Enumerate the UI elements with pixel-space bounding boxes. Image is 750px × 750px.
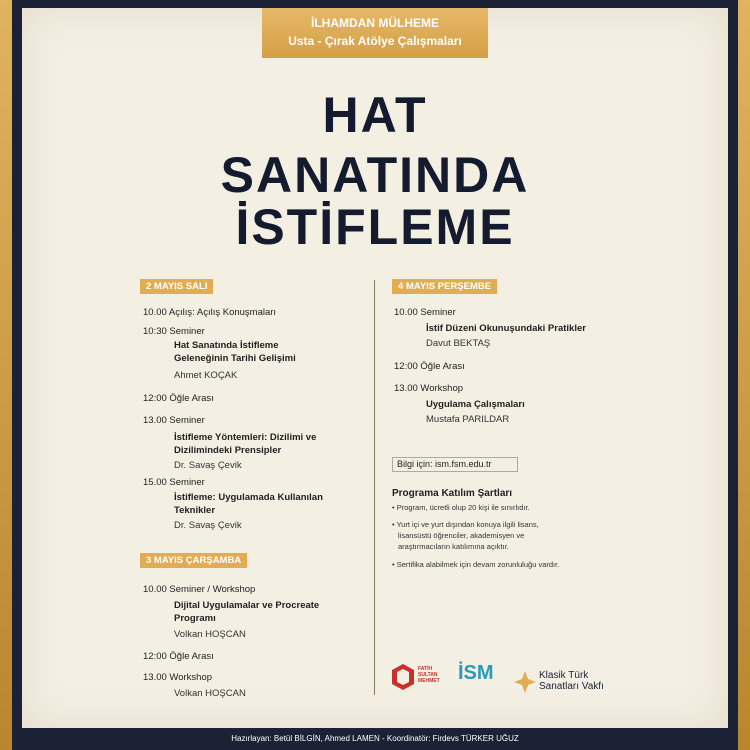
day1-opening: 10.00 Açılış: Açılış Konuşmaları xyxy=(143,307,277,318)
day3-session2-title: Uygulama Çalışmaları xyxy=(426,399,525,410)
day1-session3-title2: Dizilimindeki Prensipler xyxy=(174,445,282,456)
column-divider xyxy=(374,280,375,695)
banner-line1: İLHAMDAN MÜLHEME xyxy=(311,16,439,30)
fsm-emblem-icon xyxy=(390,662,416,692)
day2-session2-time: 13.00 Workshop xyxy=(143,672,213,683)
day3-lunch: 12:00 Öğle Arası xyxy=(394,361,465,372)
top-banner xyxy=(262,8,488,58)
day3-session1-time: 10.00 Seminer xyxy=(394,307,456,318)
conditions-title: Programa Katılım Şartları xyxy=(392,488,513,499)
condition-2c: araştırmacıların katılımına açıktır. xyxy=(398,542,509,551)
day2-badge: 3 MAYIS ÇARŞAMBA xyxy=(140,553,247,568)
condition-3: • Sertifika alabilmek için devam zorunluluğu vardır. xyxy=(392,560,560,569)
fsm-logo-text: FATİH SULTAN MEHMET xyxy=(418,666,440,684)
ism-logo: İSM xyxy=(458,662,494,684)
day1-session3-speaker: Dr. Savaş Çevik xyxy=(174,460,242,471)
day3-session2-speaker: Mustafa PARILDAR xyxy=(426,414,510,425)
day1-session4-speaker: Dr. Savaş Çevik xyxy=(174,520,242,531)
title-line3: İSTİFLEME xyxy=(235,199,515,255)
day1-session4-title1: İstifleme: Uygulamada Kullanılan xyxy=(174,492,323,503)
day3-session1-speaker: Davut BEKTAŞ xyxy=(426,338,491,349)
day1-session4-title2: Teknikler xyxy=(174,505,216,516)
day1-session2-time: 10:30 Seminer xyxy=(143,326,205,337)
day3-session2-time: 13.00 Workshop xyxy=(394,383,464,394)
day2-session1-title1: Dijital Uygulamalar ve Procreate xyxy=(174,600,320,611)
vakif-logo xyxy=(513,670,613,700)
day1-session2-title1: Hat Sanatında İstifleme xyxy=(174,340,279,351)
title-line1: HAT xyxy=(322,87,428,143)
condition-2b: lisansüstü öğrenciler, akademisyen ve xyxy=(398,531,525,540)
day1-lunch: 12:00 Öğle Arası xyxy=(143,393,214,404)
day3-badge: 4 MAYIS PERŞEMBE xyxy=(392,279,497,294)
day1-session3-title1: İstifleme Yöntemleri: Dizilimi ve xyxy=(174,432,317,443)
day1-session3-time: 13.00 Seminer xyxy=(143,415,205,426)
title-line2: SANATINDA xyxy=(220,147,530,203)
day1-session2-title2: Geleneğinin Tarihi Gelişimi xyxy=(174,353,296,364)
fsm-logo xyxy=(390,662,440,702)
day2-session1-speaker: Volkan HOŞCAN xyxy=(174,629,246,640)
banner-line2: Usta - Çırak Atölye Çalışmaları xyxy=(288,34,462,48)
condition-1: • Program, ücretli olup 20 kişi ile sınırlıdır. xyxy=(392,503,530,512)
day2-session2-speaker: Volkan HOŞCAN xyxy=(174,688,246,699)
day3-session1-title: İstif Düzeni Okunuşundaki Pratikler xyxy=(426,323,586,334)
day1-session2-speaker: Ahmet KOÇAK xyxy=(174,370,238,381)
vakif-name-line1: Klasik Türk xyxy=(539,670,589,681)
vakif-emblem-icon xyxy=(513,670,537,694)
day1-badge: 2 MAYIS SALI xyxy=(140,279,213,294)
vakif-name-line2: Sanatları Vakfı xyxy=(539,681,604,692)
day2-lunch: 12:00 Öğle Arası xyxy=(143,651,214,662)
day2-session1-time: 10.00 Seminer / Workshop xyxy=(143,584,256,595)
condition-2a: • Yurt içi ve yurt dışından konuya ilgili lisans, xyxy=(392,520,539,529)
info-link-box[interactable]: Bilgi için: ism.fsm.edu.tr xyxy=(392,457,518,472)
day2-session1-title2: Programı xyxy=(174,613,216,624)
day1-session4-time: 15.00 Seminer xyxy=(143,477,205,488)
footer-credits: Hazırlayan: Betül BİLGİN, Ahmed LAMEN - Koordinatör: Firdevs TÜRKER UĞUZ xyxy=(231,734,519,743)
